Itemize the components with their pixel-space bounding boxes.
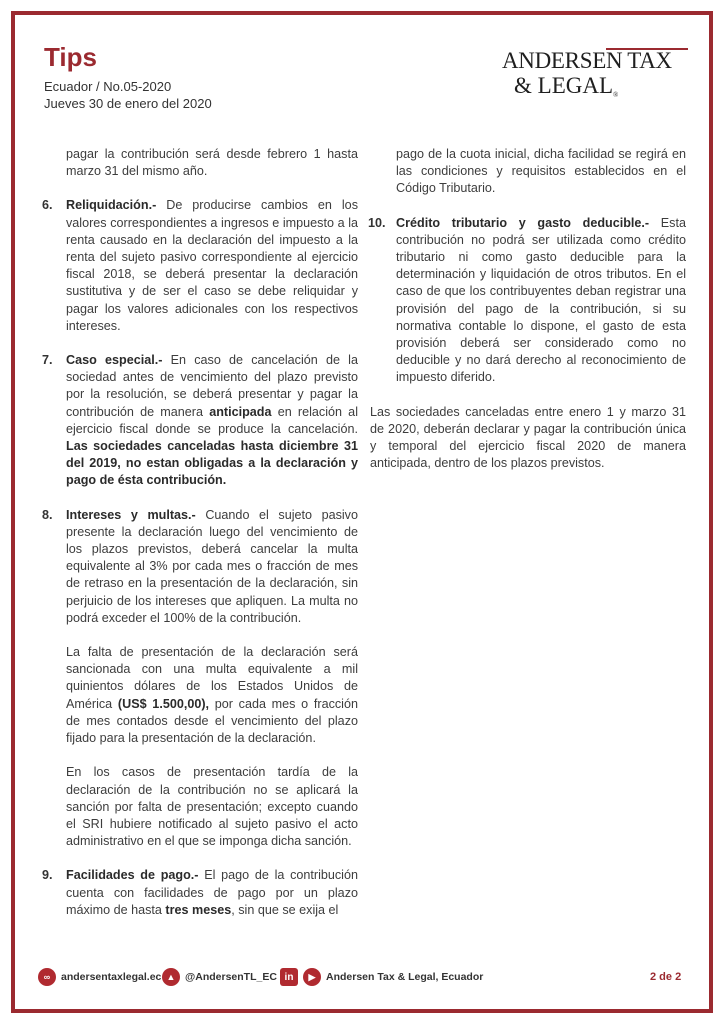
item-number: 7. [42, 353, 53, 368]
link-icon: ∞ [38, 968, 56, 986]
item-text: En caso de cancelación de la sociedad antes de vencimiento del plazo previsto por la resolución, se deberá presentar y pagar la contribución de manera [66, 353, 358, 419]
item-9 [36, 867, 358, 919]
item-6 [36, 197, 358, 335]
item-number: 10. [368, 215, 386, 230]
item-emphasis: anticipada [209, 404, 272, 419]
twitter-icon: ▲ [162, 968, 180, 986]
footer-twitter[interactable] [162, 968, 277, 986]
andersen-logo [502, 48, 688, 104]
item-text: El pago de la contribución cuenta con facilidades de pago por un plazo máximo de hasta [66, 868, 358, 917]
footer-website[interactable] [38, 968, 161, 986]
item-10 [366, 215, 686, 387]
item-title: Caso especial.- [66, 353, 163, 368]
item-text: en relación al ejercicio fiscal donde se produce la cancelación. [66, 404, 358, 436]
item-title: Reliquidación.- [66, 198, 157, 213]
item-number: 9. [42, 868, 53, 883]
youtube-icon[interactable]: ▶ [303, 968, 321, 986]
item-title: Crédito tributario y gasto deducible.- [396, 215, 650, 230]
item-text: , sin que se exija el [231, 902, 339, 917]
item-8 [36, 507, 358, 851]
right-column [366, 146, 686, 472]
company-name: Andersen Tax & Legal, Ecuador [326, 971, 484, 983]
item-text: En los casos de presentación tardía de la declaración de la contribución no se aplicará la sanción por falta de presentación; excepto cuando el SRI hubiere notificado al sujeto pasivo el acto administrativo en el que se imponga dicha sanción. [66, 765, 358, 849]
item-number: 6. [42, 198, 53, 213]
linkedin-icon[interactable]: in [280, 968, 298, 986]
item-title: Facilidades de pago.- [66, 868, 199, 883]
page-title: Tips [44, 42, 97, 72]
continuation-text: pago de la cuota inicial, dicha facilidad se regirá en las condiciones y requisitos establecidos en el Código Tributario. [396, 147, 686, 196]
item-7 [36, 352, 358, 490]
item-text: La falta de presentación de la declaración será sancionada con una multa equivalente a mil quinientos dólares de los Estados Unidos de América [66, 645, 358, 711]
issue-date: Jueves 30 de enero del 2020 [44, 96, 212, 111]
closing-paragraph: Las sociedades canceladas entre enero 1 y marzo 31 de 2020, deberán declarar y pagar la contribución única y temporal del ejercicio fiscal 2020 de manera anticipada, dentro de los plazos previstos. [370, 404, 686, 471]
left-column [36, 146, 358, 919]
website-link[interactable]: andersentaxlegal.ec [61, 971, 162, 983]
item-text: por cada mes o fracción de mes contados desde el vencimiento del plazo fijado para la presentación de la declaración. [66, 696, 358, 746]
item-emphasis: (US$ 1.500,00), [117, 696, 210, 711]
logo-line1: ANDERSEN TAX [502, 48, 672, 73]
twitter-handle[interactable]: @AndersenTL_EC [185, 971, 277, 983]
item-emphasis: Las sociedades canceladas hasta diciembre 31 del 2019, no estan obligadas a la declaración y pago de ésta contribución. [66, 439, 358, 488]
item-text: Cuando el sujeto pasivo presente la declaración luego del vencimiento de los plazos previstos, deberá cancelar la multa equivalente al 3% por cada mes o fracción de mes de retraso en la presentación de la declaración, sin perjuicio de los intereses que apliquen. La multa no podrá exceder el 100% de la contribución. [66, 507, 358, 625]
item-text: De producirse cambios en los valores correspondientes a ingresos e impuesto a la renta causado en la declaración del impuesto a la renta del sujeto pasivo correspondiente al ejercicio fiscal 2018, se deberá presentar la declaración sustitutiva y de ser el caso se debe reliquidar y pagar los valores adicionales con los respectivos intereses. [66, 198, 358, 333]
logo-line2: & LEGAL® [514, 73, 619, 99]
item-text: Esta contribución no podrá ser utilizada como crédito tributario ni como gasto deducible para la determinación y liquidación de otros tributos. En el caso de que los contribuyentes deban registrar una provisión del pago de la contribución, si su normativa contable lo dispone, el gasto de esta provisión deberá ser considerado como no deducible y no dará derecho al reconocimiento de impuesto diferido. [396, 215, 686, 385]
item-number: 8. [42, 507, 53, 522]
footer [38, 968, 688, 990]
continuation-text: pagar la contribución será desde febrero 1 hasta marzo 31 del mismo año. [66, 147, 358, 179]
page-number: 2 de 2 [650, 971, 682, 983]
issue-number: Ecuador / No.05-2020 [44, 79, 172, 94]
item-emphasis: tres meses [165, 902, 232, 917]
item-title: Intereses y multas.- [66, 507, 196, 522]
footer-social[interactable] [280, 968, 483, 986]
